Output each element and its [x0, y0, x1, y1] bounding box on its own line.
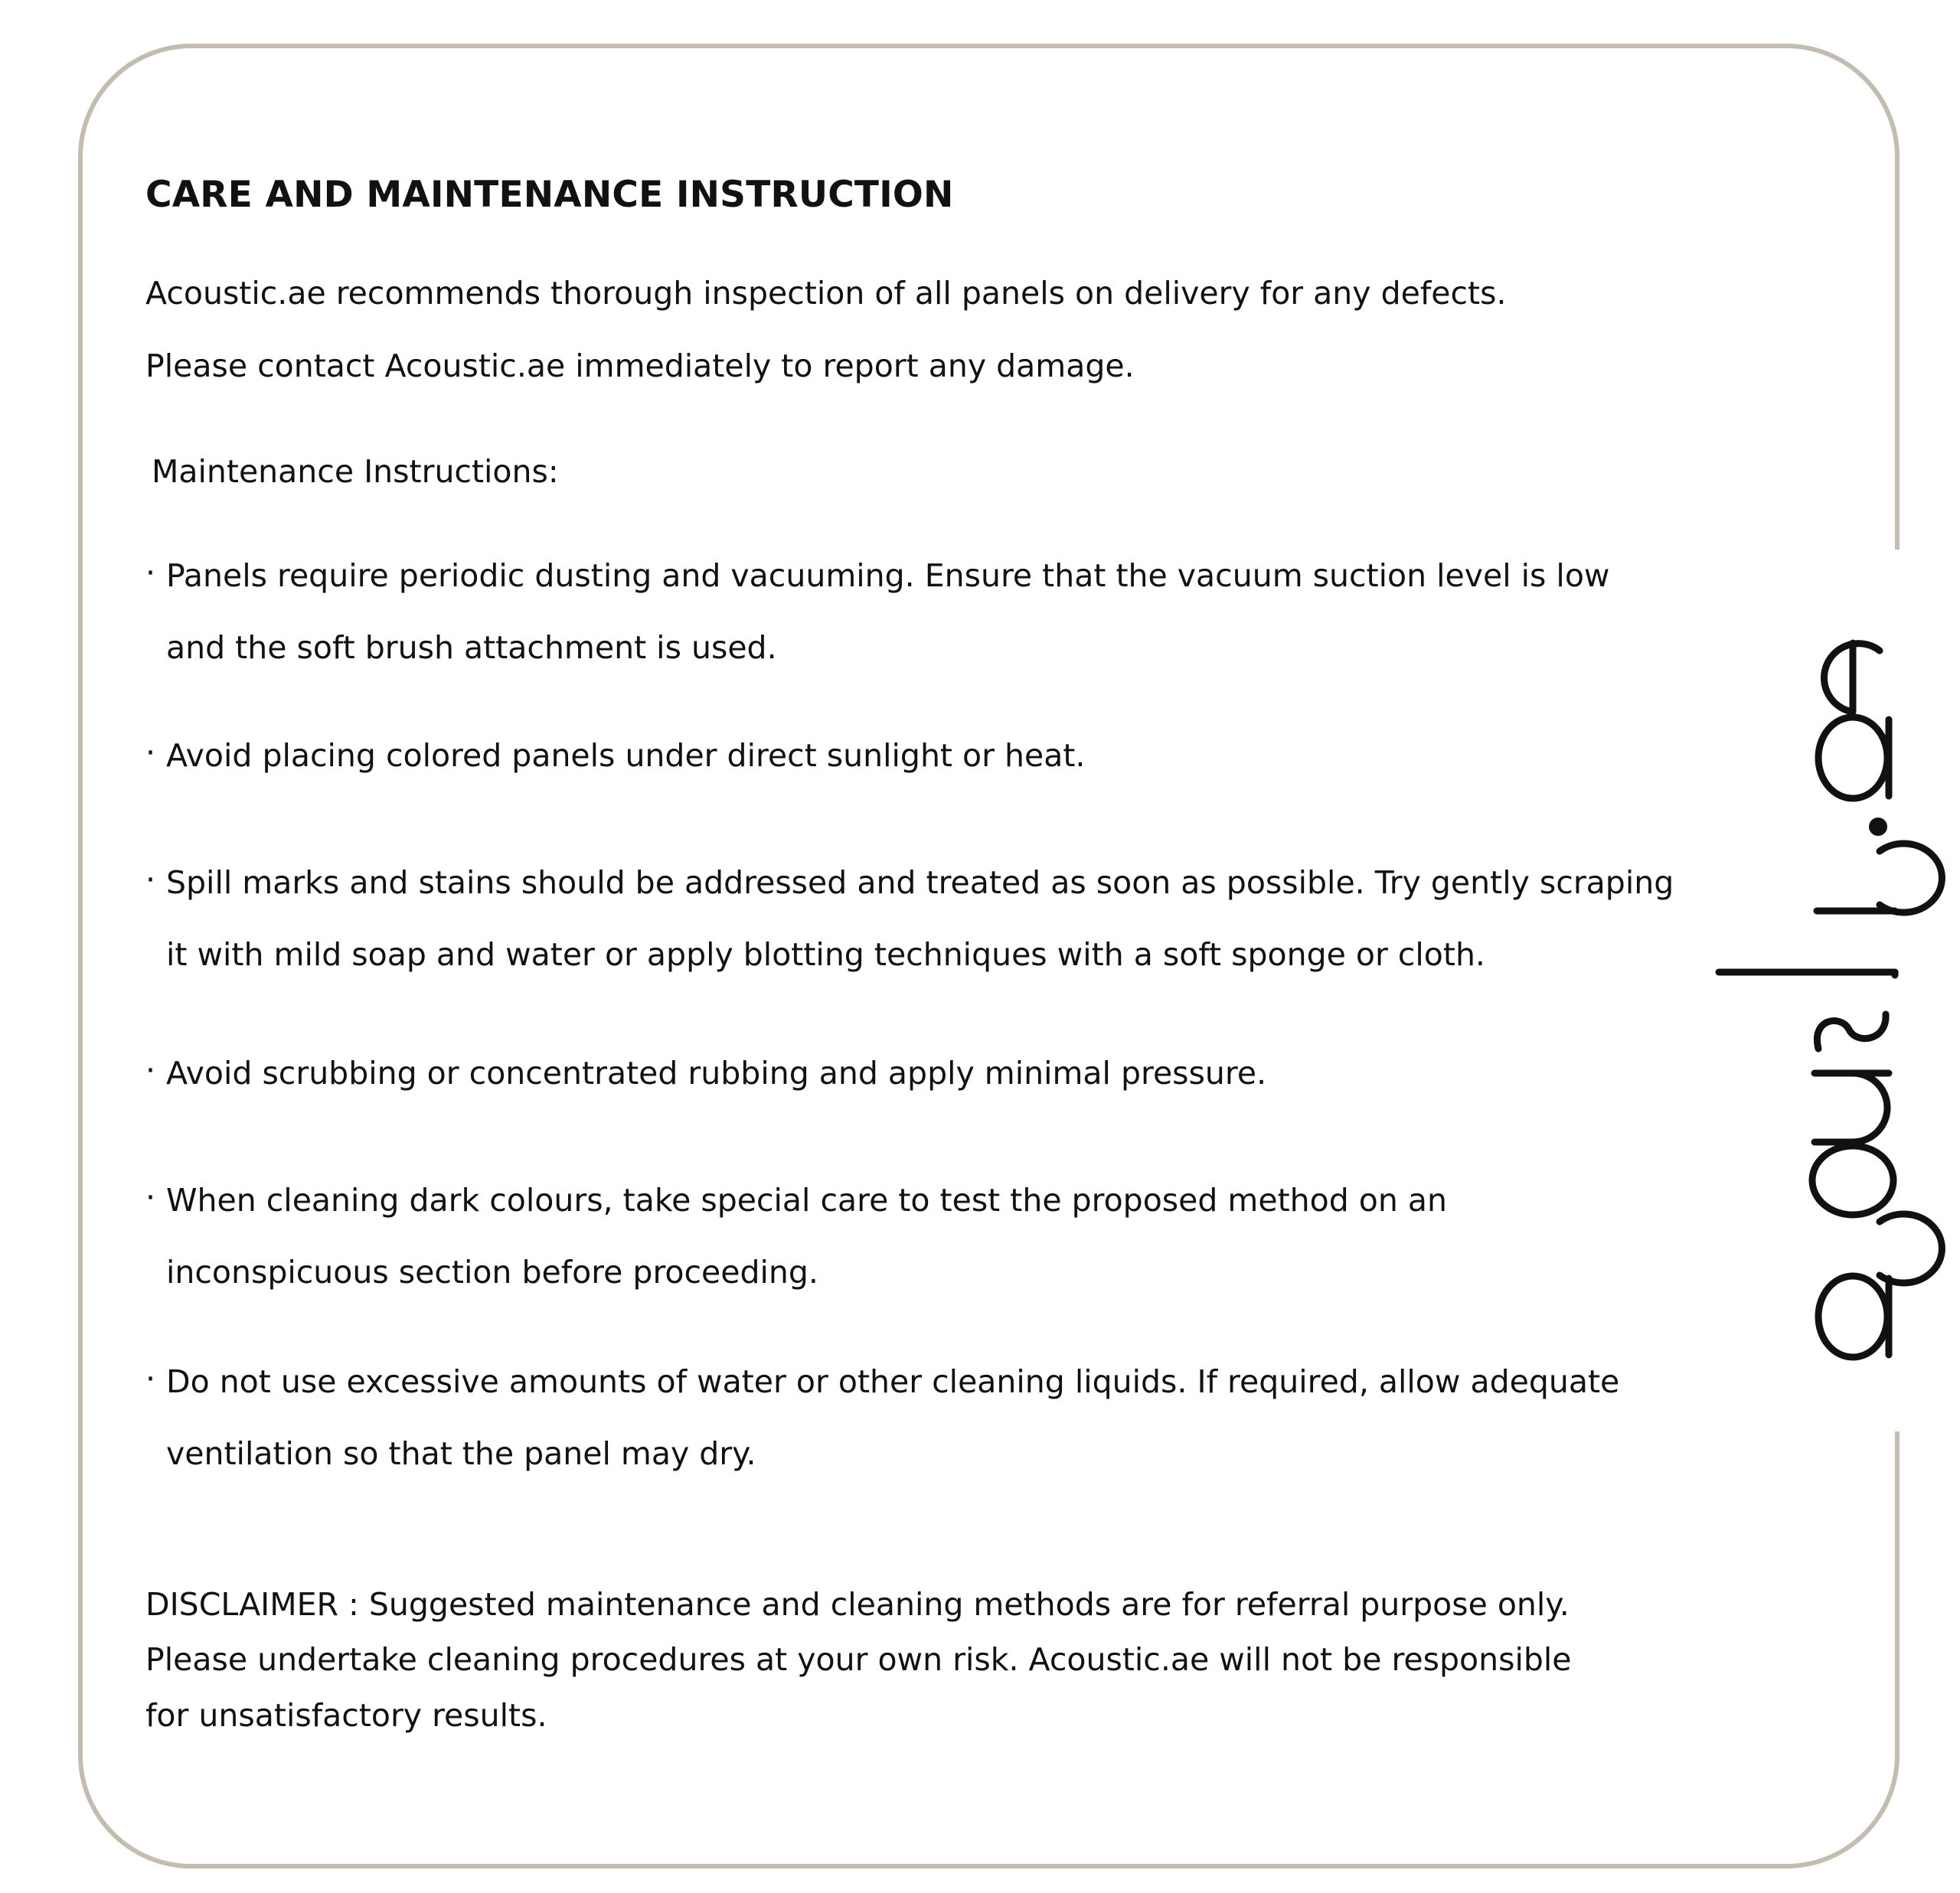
- page-title: CARE AND MAINTENANCE INSTRUCTION: [145, 174, 954, 216]
- bullet-marker: ·: [145, 554, 156, 591]
- disclaimer-line-1: DISCLAIMER : Suggested maintenance and cleaning methods are for referral purpose only.: [145, 1586, 1570, 1623]
- bullet-5-line-2: inconspicuous section before proceeding.: [166, 1254, 818, 1291]
- brand-logo: [1642, 605, 1956, 1408]
- intro-line-2: Please contact Acoustic.ae immediately to report any damage.: [145, 348, 1135, 384]
- disclaimer-line-2: Please undertake cleaning procedures at your own risk. Acoustic.ae will not be responsible: [145, 1641, 1572, 1678]
- subheading: Maintenance Instructions:: [152, 453, 559, 490]
- bullet-6-line-1: Do not use excessive amounts of water or other cleaning liquids. If required, allow adequate: [166, 1363, 1620, 1400]
- bullet-3-line-2: it with mild soap and water or apply blotting techniques with a soft sponge or cloth.: [166, 936, 1485, 973]
- bullet-4-line-1: Avoid scrubbing or concentrated rubbing and apply minimal pressure.: [166, 1055, 1267, 1092]
- bullet-1-line-1: Panels require periodic dusting and vacuuming. Ensure that the vacuum suction level is low: [166, 557, 1610, 594]
- bullet-marker: ·: [145, 1360, 156, 1397]
- bullet-1-line-2: and the soft brush attachment is used.: [166, 629, 777, 666]
- bullet-marker: ·: [145, 1052, 156, 1088]
- bullet-marker: ·: [145, 1179, 156, 1216]
- bullet-marker: ·: [145, 861, 156, 898]
- intro-line-1: Acoustic.ae recommends thorough inspection of all panels on delivery for any defects.: [145, 275, 1507, 312]
- bullet-2-line-1: Avoid placing colored panels under direct sunlight or heat.: [166, 737, 1086, 774]
- bullet-3-line-1: Spill marks and stains should be addressed and treated as soon as possible. Try gently scraping: [166, 864, 1674, 901]
- bullet-6-line-2: ventilation so that the panel may dry.: [166, 1435, 756, 1472]
- disclaimer-line-3: for unsatisfactory results.: [145, 1697, 547, 1734]
- bullet-marker: ·: [145, 734, 156, 771]
- bullet-5-line-1: When cleaning dark colours, take special care to test the proposed method on an: [166, 1182, 1448, 1219]
